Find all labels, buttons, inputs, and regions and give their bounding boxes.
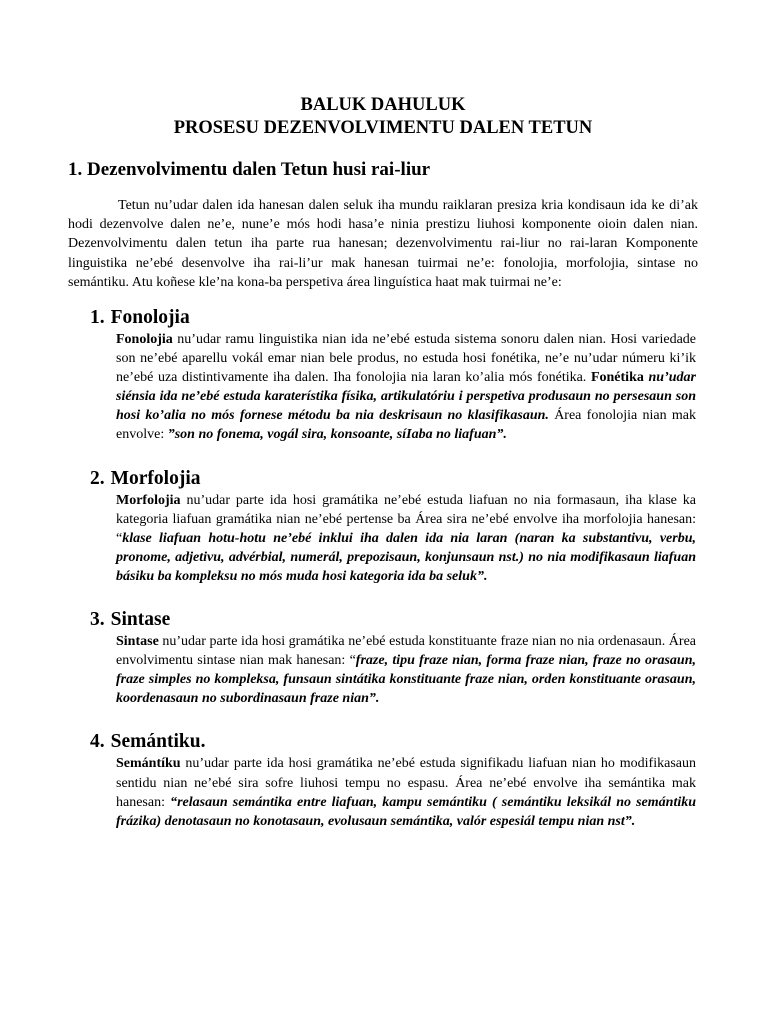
section-number: 1.: [90, 307, 105, 329]
section-body: [116, 330, 696, 445]
emphasis-text: Fonolojia: [116, 332, 173, 348]
intro-paragraph: Tetun nu’udar dalen ida hanesan dalen seluk iha mundu raiklaran presiza kria kondisaun ida ke di’ak hodi dezenvolve dalen ne’e, nune’e mós hodi hasa’e ninia prestizu liuhosi komponente oioin dalen nian. Dezenvolvimentu dalen tetun iha parte rua hanesan; dezenvolvimentu rai-liur no rai-laran Komponente linguistika ne’ebé desenvolve iha rai-li’ur mak hanesan tuirmai ne’e: fonolojia, morfolojia, sintase no semántiku. Atu koñese kle’na kona-ba perspetiva área linguística haat mak tuirmai ne’e:: [68, 198, 698, 290]
section-heading: [90, 608, 698, 632]
section-title: Morfolojia: [110, 467, 201, 489]
body-text: Área fonolojia nian mak envolve:: [116, 408, 697, 443]
section-sintase: [90, 608, 698, 708]
emphasis-text: Semántíku: [116, 756, 181, 772]
body-text: nu’udar parte ida hosi gramátika ne’ebé estuda signifikadu liafuan nian ho modifikasaun sentidu nian ne’ebé sira sofre liuhosi tempu no espasu. Área ne’ebé envolve iha semántika mak hanesan:: [116, 756, 696, 810]
section-title: Fonolojia: [110, 307, 190, 329]
section-heading-1: 1. Dezenvolvimentu dalen Tetun husi rai-liur: [68, 159, 431, 180]
section-fonolojia: [90, 306, 698, 445]
section-semantiku: [90, 730, 698, 830]
emphasis-text: Sintase: [116, 634, 159, 650]
section-heading: [90, 730, 698, 754]
body-text: nu’udar parte ida hosi gramátika ne’ebé estuda liafuan no nia formasaun, iha klase ka kategoria liafuan gramátika nian ne’ebé pertense ba Área sira ne’ebé envolve iha morfolojia hanesan: “: [116, 492, 696, 546]
emphasis-text: nu’udar siénsia ida ne’ebé estuda karaterístika físika, artikulatóriu i perspetiva produsaun no persesaun son hosi ko’alia no mós fornese métodu ba nia deskrisaun no klasifikasaun.: [116, 370, 696, 424]
title-line-1: BALUK DAHULUK: [300, 95, 466, 115]
body-text: nu’udar ramu linguistika nian ida ne’ebé estuda sistema sonoru dalen nian. Hosi variedade son ne’ebé aparellu vokál emar nian bele produs, no estuda hosi fonétika, ne’e nu’udar númeru ki’ik ne’ebé uza distintivamente iha dalen. Iha fonolojia nia laran ko’alia mós fonétika.: [116, 332, 696, 386]
body-text: nu’udar parte ida hosi gramátika ne’ebé estuda konstituante fraze nian no nia ordenasaun. Área envolvimentu sintase nian mak hanesan: “: [116, 634, 696, 669]
section-number: 4.: [90, 731, 105, 753]
emphasis-text: fraze, tipu fraze nian, forma fraze nian, fraze no orasaun, fraze simples no kompleksa, funsaun sintátika konstituante fraze nian, orden konstituante orasaun, koordenasaun no subordinasaun fraze nian”.: [116, 653, 696, 707]
section-number: 3.: [90, 609, 105, 631]
emphasis-text: “relasaun semántika entre liafuan, kampu semántiku ( semántiku leksikál no semántiku frázika) denotasaun no konotasaun, evolusaun semántika, valór espesiál tempu nian nst”.: [116, 794, 697, 829]
section-body: [116, 491, 696, 586]
section-heading: [90, 467, 698, 491]
section-heading: [90, 306, 698, 330]
document-title: [68, 94, 698, 140]
section-title: Sintase: [110, 609, 171, 631]
section-morfolojia: [90, 467, 698, 586]
section-title: Semántiku.: [110, 731, 206, 753]
section-body: [116, 632, 696, 708]
emphasis-text: klase liafuan hotu-hotu ne’ebé inklui iha dalen ida nia laran (naran ka substantivu, verbu, pronome, adjetivu, advérbial, numerál, prepozisaun, konjunsaun nst.) no nia modifikasaun liafuan básiku ba kompleksu no mós muda hosi kategoria ida ba seluk”.: [116, 530, 696, 584]
section-body: [116, 754, 696, 830]
emphasis-text: Morfolojia: [116, 492, 181, 508]
emphasis-text: ”son no fonema, vogál sira, konsoante, síIaba no liafuan”.: [167, 427, 507, 443]
title-line-2: PROSESU DEZENVOLVIMENTU DALEN TETUN: [173, 118, 593, 138]
section-number: 2.: [90, 467, 105, 489]
emphasis-text: Fonétika: [590, 370, 644, 386]
